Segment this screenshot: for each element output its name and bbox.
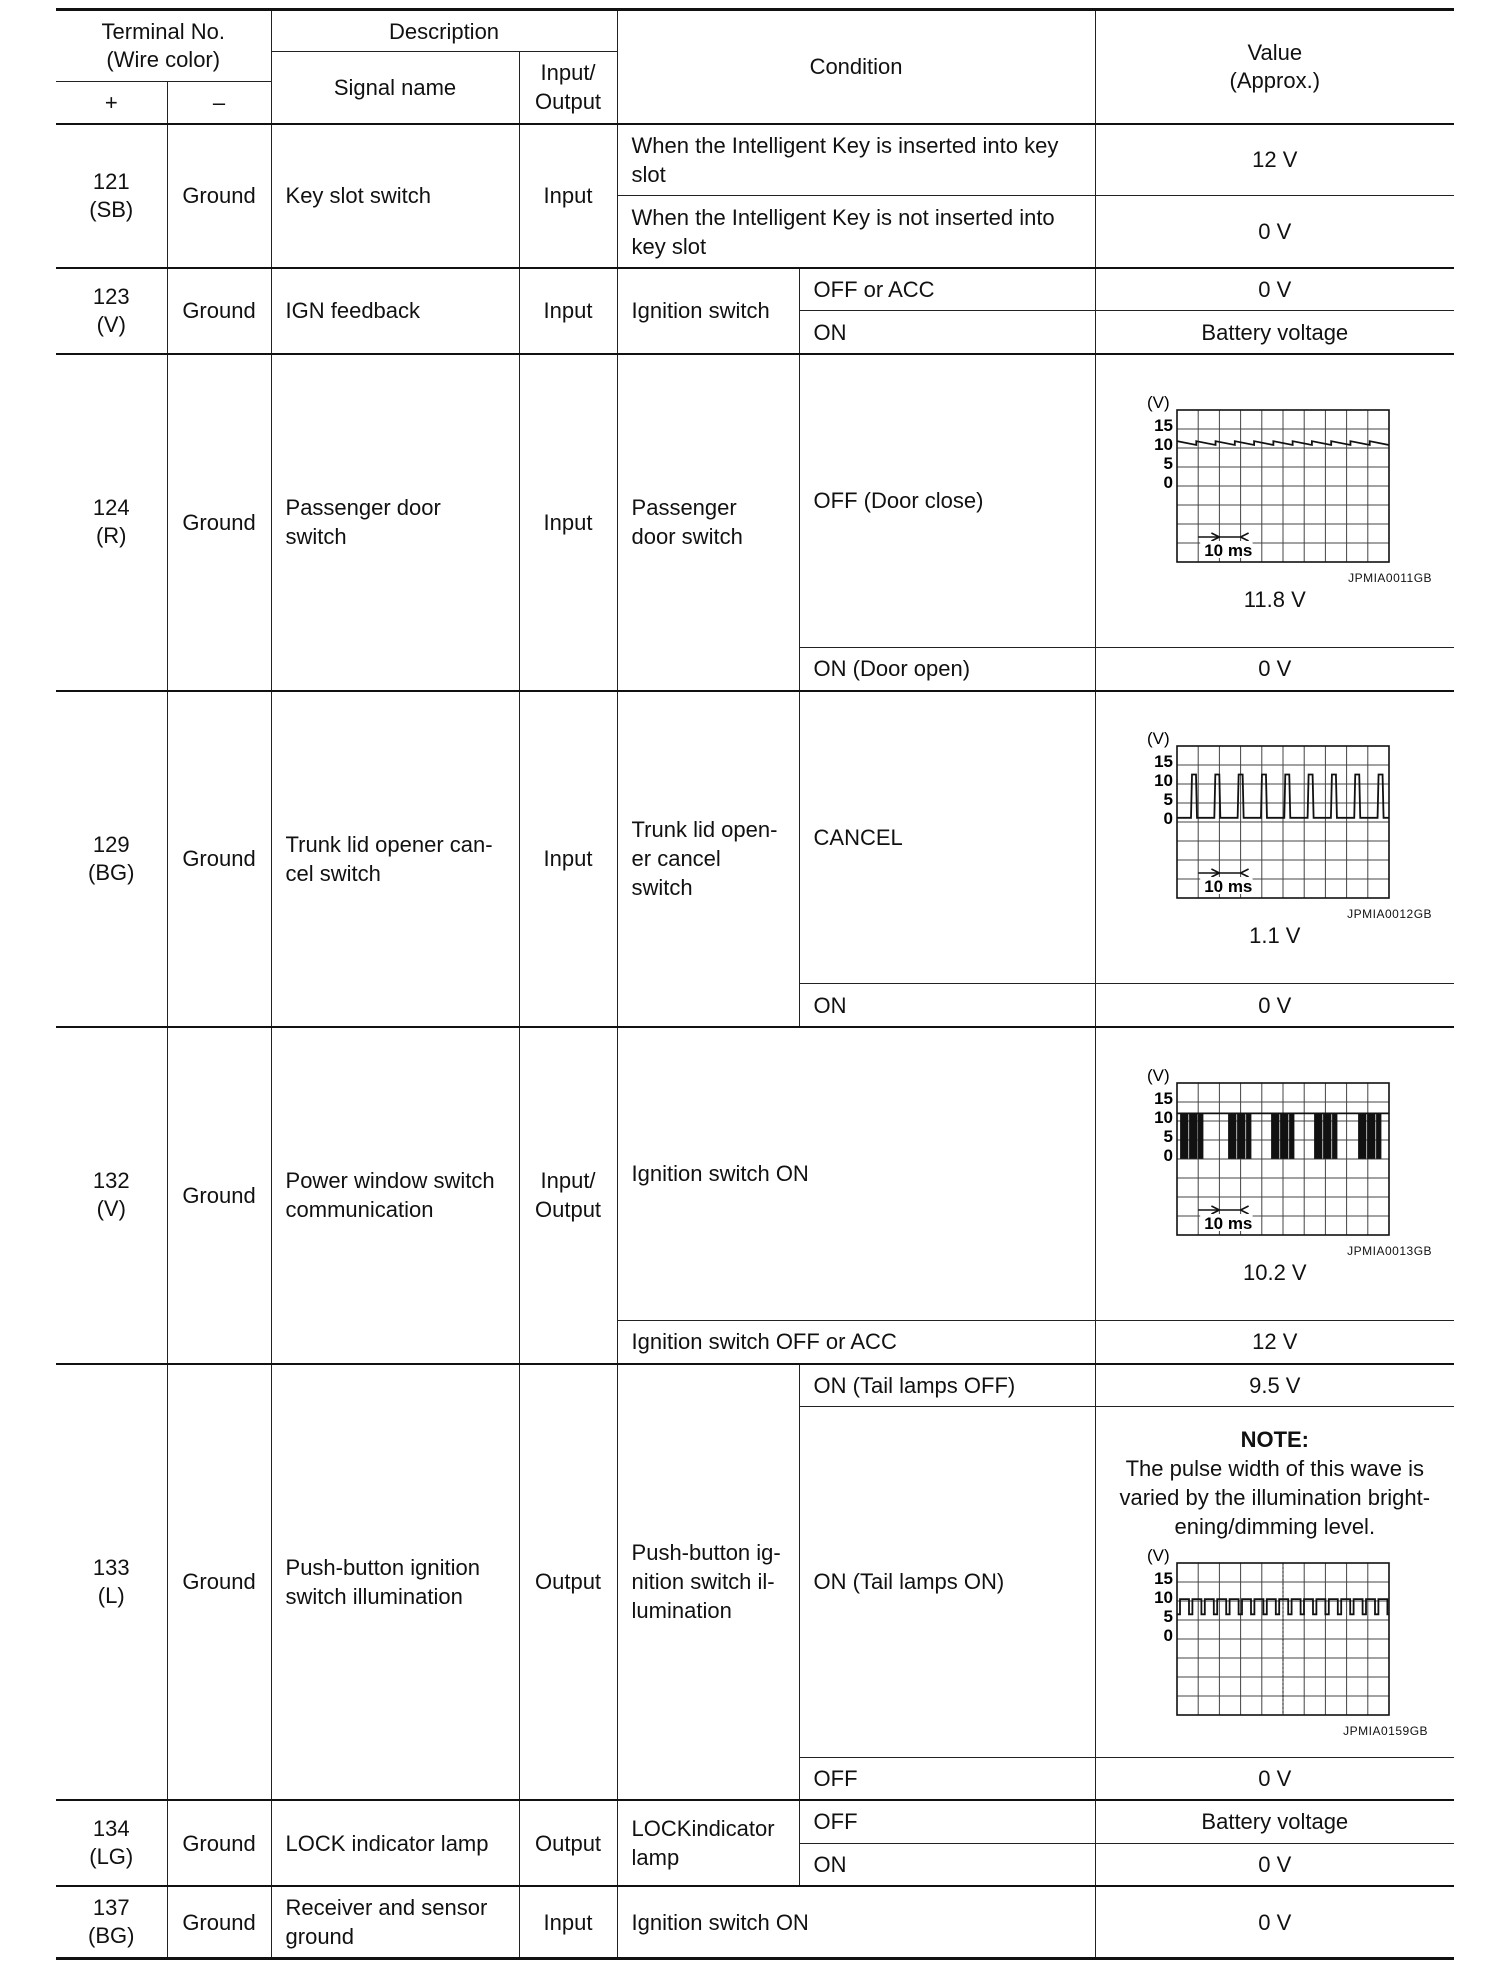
note-text: The pulse width of this wave is varied by the illumination bright-ening/dimming level. (1119, 1455, 1431, 1539)
y-tick-label: 5 (1163, 1606, 1173, 1626)
axis-unit-label: (V) (1146, 1066, 1170, 1085)
y-tick-label: 10 (1153, 771, 1173, 791)
terminal-minus: Ground (167, 1886, 271, 1958)
waveform-graph (1145, 1067, 1405, 1243)
condition-state: OFF or ACC (799, 268, 1095, 311)
condition-state: ON (799, 311, 1095, 354)
waveform-id: JPMIA0013GB (1347, 1243, 1433, 1258)
terminal-minus: Ground (167, 1027, 271, 1364)
condition-state: OFF (Door close) (799, 354, 1095, 647)
value: 0 V (1095, 984, 1454, 1027)
time-scale-label: 10 ms (1203, 877, 1253, 897)
y-tick-label: 15 (1153, 752, 1173, 772)
input-output: Output (519, 1800, 617, 1886)
waveform-id: JPMIA0011GB (1348, 570, 1433, 585)
signal-name: Trunk lid opener can-cel switch (271, 691, 519, 1028)
time-scale-label: 10 ms (1203, 1213, 1253, 1233)
condition: Ignition switch OFF or ACC (617, 1320, 1095, 1363)
y-tick-label: 0 (1163, 1625, 1173, 1645)
value: 1.1 V (1249, 923, 1301, 949)
condition: LOCKindicator lamp (617, 1800, 799, 1886)
y-tick-label: 0 (1163, 809, 1173, 829)
value: 0 V (1095, 268, 1454, 311)
input-output: Input (519, 354, 617, 691)
waveform-id: JPMIA0012GB (1347, 907, 1433, 922)
header-minus: – (167, 82, 271, 124)
value-cell (1095, 1027, 1454, 1320)
terminal-number: 124 (R) (56, 354, 167, 691)
condition-state: OFF (799, 1800, 1095, 1843)
condition: Ignition switch ON (617, 1886, 1095, 1958)
input-output: Input (519, 1886, 617, 1958)
waveform-id: JPMIA0159GB (1343, 1723, 1429, 1738)
value: 0 V (1095, 196, 1454, 268)
terminal-number: 123 (V) (56, 268, 167, 354)
terminal-minus: Ground (167, 268, 271, 354)
axis-unit-label: (V) (1146, 393, 1170, 412)
condition-state: ON (799, 1843, 1095, 1886)
terminal-minus: Ground (167, 1800, 271, 1886)
time-scale-label: 10 ms (1203, 540, 1253, 560)
time-scale-arrow (1240, 869, 1248, 877)
waveform-graph (1145, 1547, 1405, 1723)
signal-name: Receiver and sensor ground (271, 1886, 519, 1958)
condition: Passenger door switch (617, 354, 799, 691)
condition-state: OFF (799, 1757, 1095, 1800)
signal-name: IGN feedback (271, 268, 519, 354)
time-scale-arrow (1240, 533, 1248, 541)
value: 11.8 V (1243, 586, 1306, 612)
value: 0 V (1095, 1757, 1454, 1800)
signal-name: Key slot switch (271, 124, 519, 268)
terminal-table (56, 8, 1454, 1960)
axis-unit-label: (V) (1146, 1546, 1170, 1565)
y-tick-label: 0 (1163, 472, 1173, 492)
header-input-output: Input/ Output (519, 52, 617, 124)
signal-name: Push-button ignition switch illumination (271, 1364, 519, 1801)
y-tick-label: 5 (1163, 1126, 1173, 1146)
waveform-trace (1177, 1113, 1389, 1157)
value: 10.2 V (1242, 1259, 1307, 1285)
value: 12 V (1095, 1320, 1454, 1363)
condition: Push-button ig-nition switch il-lumination (617, 1364, 799, 1801)
header-signal-name: Signal name (271, 52, 519, 124)
terminal-number: 121 (SB) (56, 124, 167, 268)
y-tick-label: 5 (1163, 790, 1173, 810)
y-tick-label: 5 (1163, 453, 1173, 473)
y-tick-label: 0 (1163, 1145, 1173, 1165)
value: 12 V (1095, 124, 1454, 196)
condition: Ignition switch ON (617, 1027, 1095, 1320)
input-output: Input (519, 268, 617, 354)
y-tick-label: 15 (1153, 1568, 1173, 1588)
header-condition: Condition (617, 10, 1095, 124)
input-output: Input/ Output (519, 1027, 617, 1364)
value-cell (1095, 354, 1454, 647)
y-tick-label: 10 (1153, 434, 1173, 454)
value: Battery voltage (1095, 1800, 1454, 1843)
value: 0 V (1095, 647, 1454, 690)
value: 0 V (1095, 1886, 1454, 1958)
value: 9.5 V (1095, 1364, 1454, 1407)
waveform-graph (1145, 730, 1405, 906)
terminal-number: 137 (BG) (56, 1886, 167, 1958)
terminal-number: 133 (L) (56, 1364, 167, 1801)
waveform-graph (1145, 394, 1405, 570)
note-title: NOTE: (1240, 1426, 1310, 1452)
signal-name: Power window switch communication (271, 1027, 519, 1364)
input-output: Input (519, 691, 617, 1028)
header-description: Description (271, 10, 617, 52)
condition-state: CANCEL (799, 691, 1095, 984)
condition: When the Intelligent Key is inserted into key slot (617, 124, 1095, 196)
terminal-minus: Ground (167, 691, 271, 1028)
terminal-minus: Ground (167, 124, 271, 268)
signal-name: LOCK indicator lamp (271, 1800, 519, 1886)
y-tick-label: 15 (1153, 1088, 1173, 1108)
value-cell (1095, 691, 1454, 984)
header-plus: + (56, 82, 167, 124)
header-terminal-no: Terminal No. (Wire color) (56, 10, 271, 82)
condition-state: ON (Tail lamps OFF) (799, 1364, 1095, 1407)
signal-name: Passenger door switch (271, 354, 519, 691)
time-scale-arrow (1240, 1206, 1248, 1214)
terminal-number: 134 (LG) (56, 1800, 167, 1886)
terminal-minus: Ground (167, 354, 271, 691)
condition-state: ON (799, 984, 1095, 1027)
condition-state: ON (Door open) (799, 647, 1095, 690)
terminal-number: 129 (BG) (56, 691, 167, 1028)
condition: When the Intelligent Key is not inserted into key slot (617, 196, 1095, 268)
input-output: Output (519, 1364, 617, 1801)
header-value: Value (Approx.) (1095, 10, 1454, 124)
y-tick-label: 10 (1153, 1587, 1173, 1607)
y-tick-label: 15 (1153, 415, 1173, 435)
terminal-minus: Ground (167, 1364, 271, 1801)
condition: Ignition switch (617, 268, 799, 354)
y-tick-label: 10 (1153, 1107, 1173, 1127)
input-output: Input (519, 124, 617, 268)
value: Battery voltage (1095, 311, 1454, 354)
value: 0 V (1095, 1843, 1454, 1886)
condition-state: ON (Tail lamps ON) (799, 1407, 1095, 1758)
axis-unit-label: (V) (1146, 730, 1170, 749)
condition: Trunk lid open-er cancel switch (617, 691, 799, 1028)
terminal-number: 132 (V) (56, 1027, 167, 1364)
value-cell (1095, 1407, 1454, 1758)
